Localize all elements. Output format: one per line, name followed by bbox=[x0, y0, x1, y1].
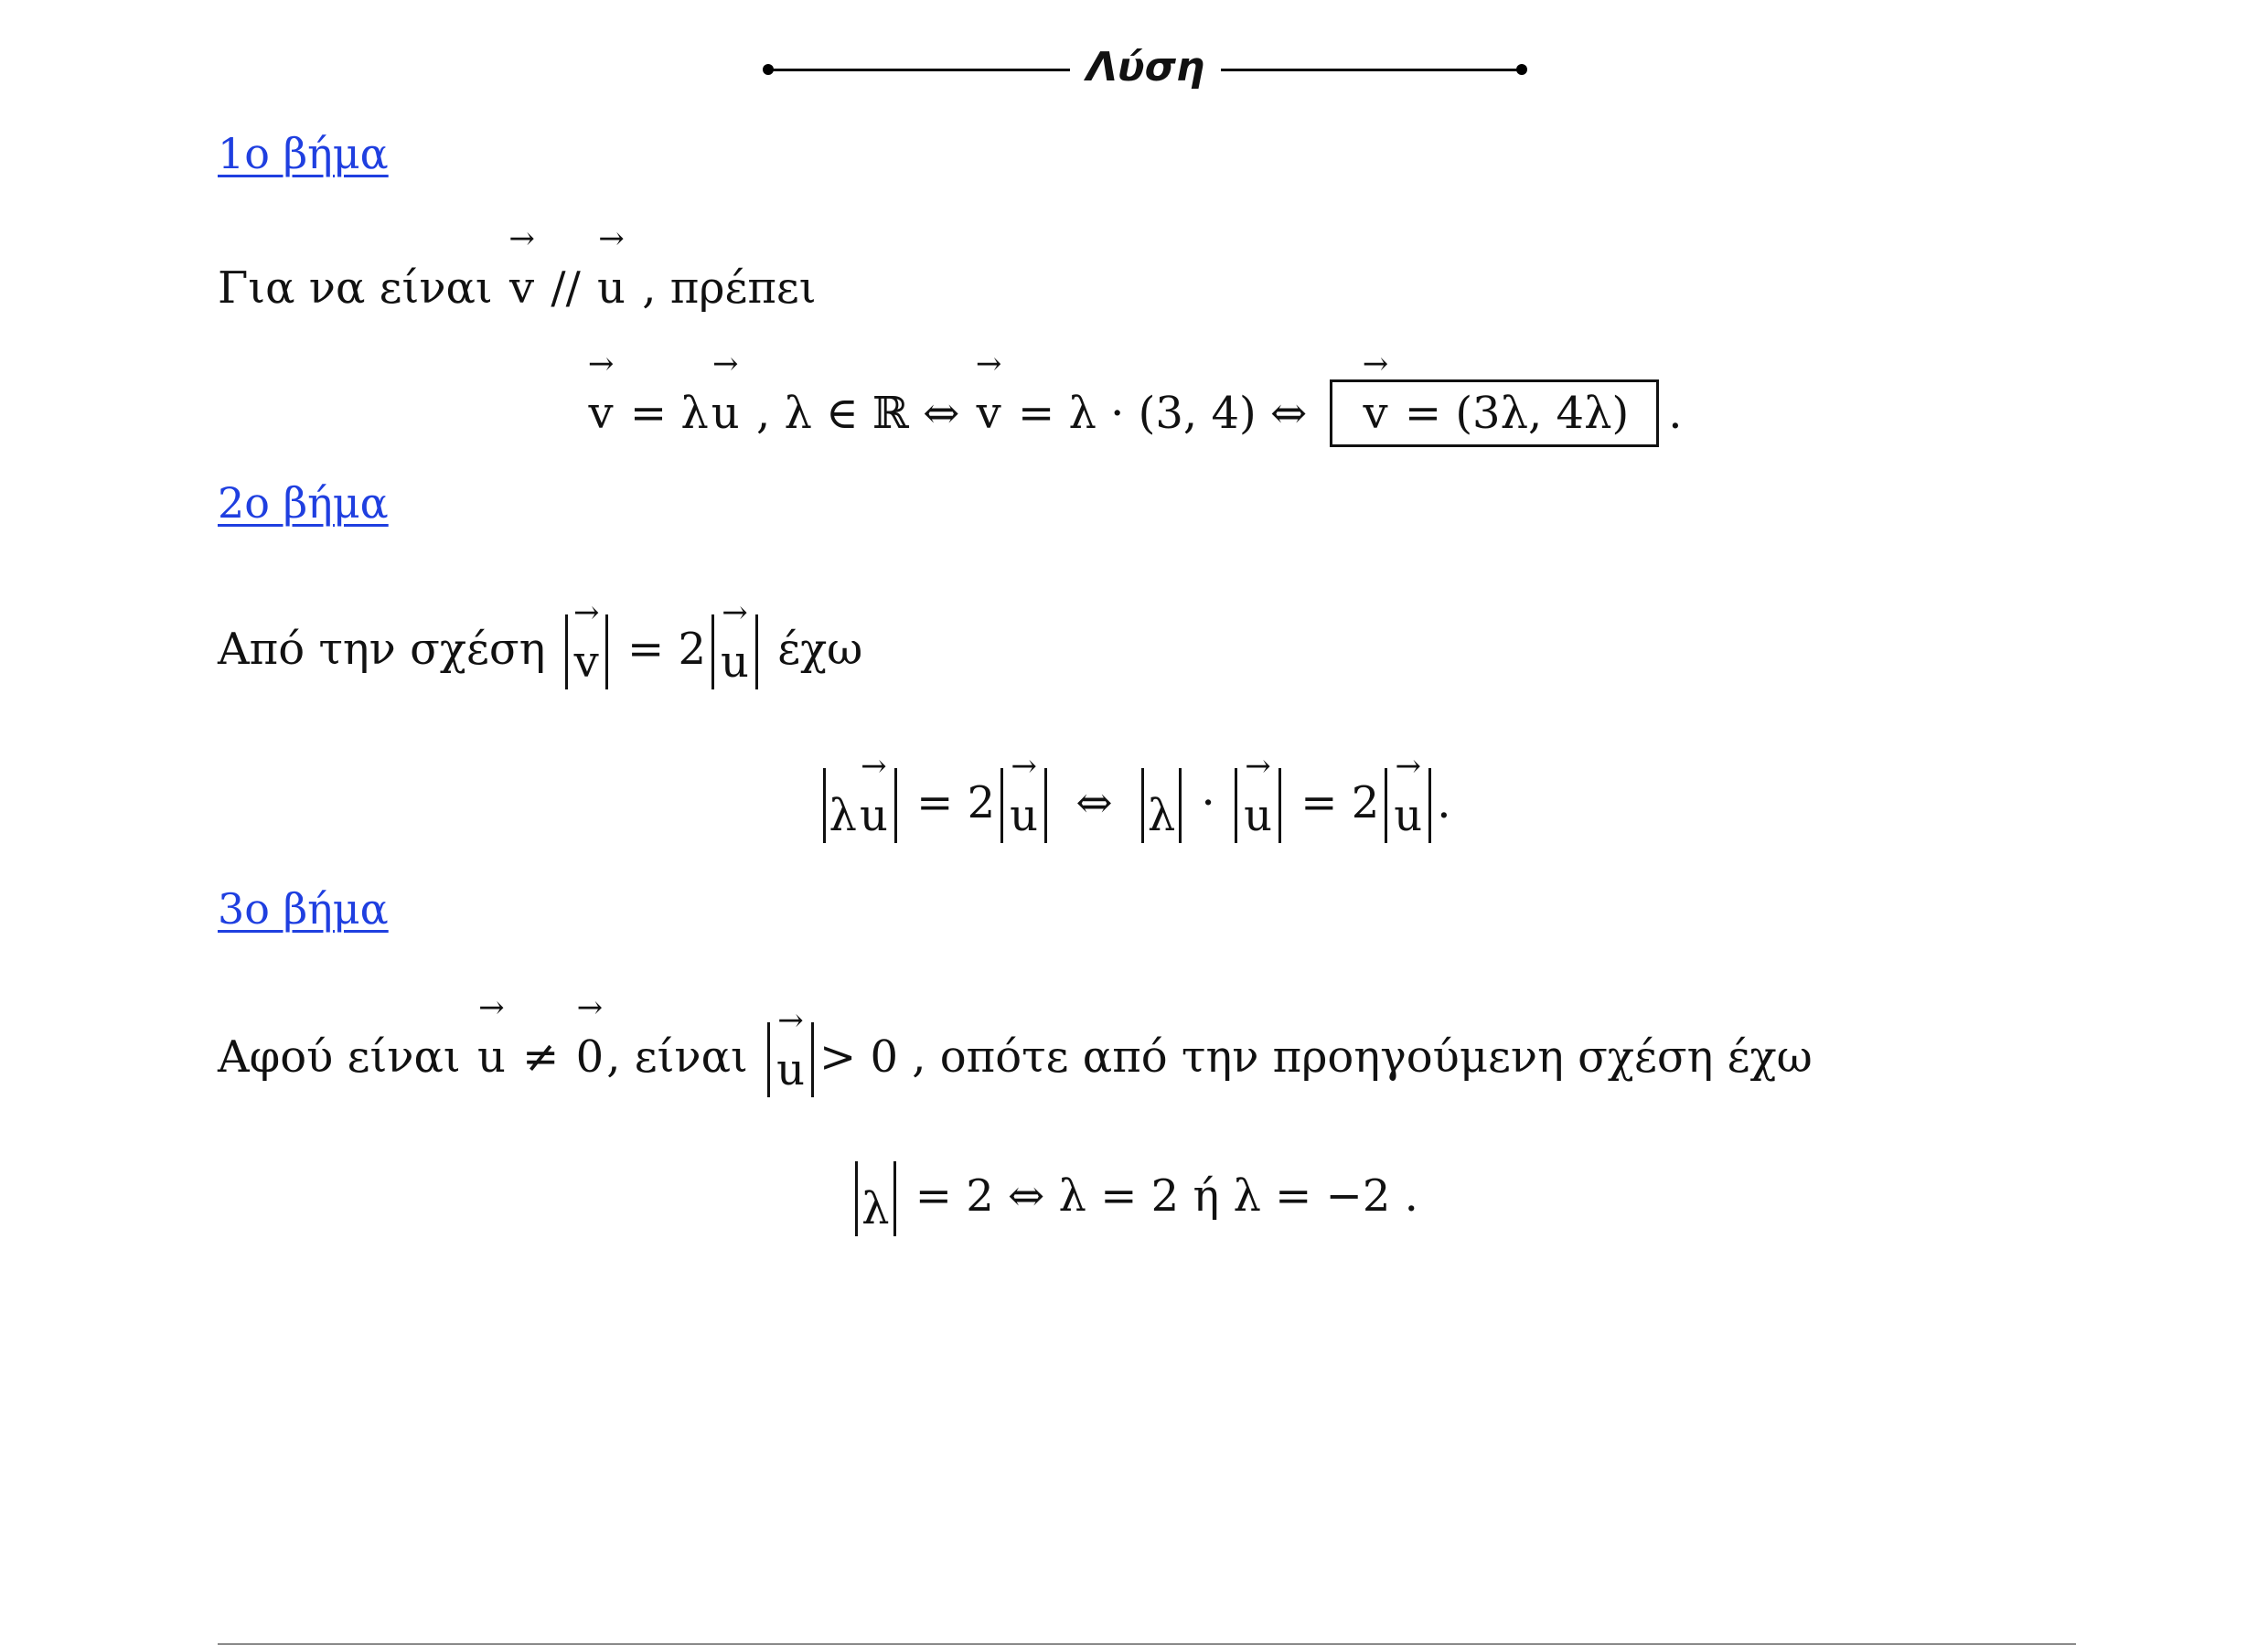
equation-part: , είναι bbox=[606, 1031, 763, 1083]
equation-part: = λ bbox=[629, 388, 709, 439]
zero-vector: → 0 bbox=[573, 1030, 607, 1084]
equation-part: = λ · (3, 4) ⇔ bbox=[1017, 388, 1308, 439]
abs-value bbox=[1141, 768, 1182, 843]
abs-value bbox=[855, 1161, 895, 1236]
abs-value bbox=[711, 614, 758, 689]
equation-part: = 2 bbox=[627, 624, 707, 675]
solution-title: Λύση bbox=[1086, 44, 1205, 91]
vector-u: → u bbox=[774, 1042, 808, 1097]
vector-u: → u bbox=[1391, 788, 1425, 843]
equation-end: . bbox=[1668, 388, 1683, 439]
step-2-text-lead: Από την σχέση bbox=[218, 624, 560, 675]
header-right-rule bbox=[1221, 69, 1523, 71]
lambda: λ bbox=[829, 790, 857, 841]
equation-part: · bbox=[1201, 777, 1215, 828]
lambda: λ bbox=[1147, 790, 1176, 841]
step-1-text-tail: , πρέπει bbox=[642, 262, 817, 314]
vector-u: → u bbox=[718, 635, 752, 689]
vector-v: → v bbox=[586, 386, 616, 441]
step-1-heading[interactable]: 1ο βήμα bbox=[218, 129, 389, 178]
abs-value bbox=[565, 614, 608, 689]
header-left-rule bbox=[768, 69, 1070, 71]
boxed-result bbox=[1330, 379, 1659, 447]
step-3-text bbox=[218, 1022, 1813, 1097]
step-3-heading[interactable]: 3ο βήμα bbox=[218, 884, 389, 934]
equation-end: . bbox=[1437, 777, 1451, 828]
equation-part: = 2 bbox=[1300, 777, 1380, 828]
step-1-text bbox=[218, 261, 817, 315]
solution-header bbox=[0, 37, 2268, 102]
step-3-text-tail: > 0 , οπότε από την προηγούμενη σχέση έχω bbox=[818, 1031, 1813, 1083]
vector-u: → u bbox=[475, 1030, 508, 1084]
parallel-symbol: // bbox=[551, 262, 581, 314]
abs-value bbox=[823, 768, 897, 843]
step-3-text-lead: Αφού είναι bbox=[218, 1031, 475, 1083]
boxed-result-value: = (3λ, 4λ) bbox=[1404, 388, 1630, 439]
equation-part: , λ ∈ ℝ ⇔ bbox=[755, 388, 974, 439]
step-2-heading[interactable]: 2ο βήμα bbox=[218, 478, 389, 528]
step-2-equation bbox=[0, 768, 2268, 843]
vector-v: → v bbox=[974, 386, 1004, 441]
step-1-text-lead: Για να είναι bbox=[218, 262, 508, 314]
abs-value bbox=[1385, 768, 1431, 843]
step-1-equation bbox=[0, 379, 2268, 447]
vector-u: → u bbox=[1007, 788, 1041, 843]
equation-part: = 2 ⇔ λ = 2 ή λ = −2 . bbox=[915, 1170, 1418, 1222]
vector-v: → v bbox=[507, 261, 537, 315]
not-equal-symbol: ≠ bbox=[522, 1031, 560, 1083]
step-3-equation bbox=[0, 1161, 2268, 1236]
abs-value bbox=[1000, 768, 1047, 843]
equation-part: = 2 bbox=[916, 777, 996, 828]
step-2-text-tail: έχω bbox=[777, 624, 863, 675]
header-right-dot bbox=[1516, 64, 1527, 75]
vector-v: → v bbox=[572, 635, 602, 689]
vector-u: → u bbox=[594, 261, 628, 315]
lambda: λ bbox=[861, 1183, 890, 1234]
abs-value bbox=[1235, 768, 1281, 843]
vector-v: → v bbox=[1360, 386, 1390, 441]
step-2-text bbox=[218, 614, 862, 689]
vector-u: → u bbox=[709, 386, 743, 441]
abs-value bbox=[767, 1022, 814, 1097]
equation-part: ⇔ bbox=[1075, 777, 1113, 828]
vector-u: → u bbox=[857, 788, 891, 843]
vector-u: → u bbox=[1241, 788, 1275, 843]
